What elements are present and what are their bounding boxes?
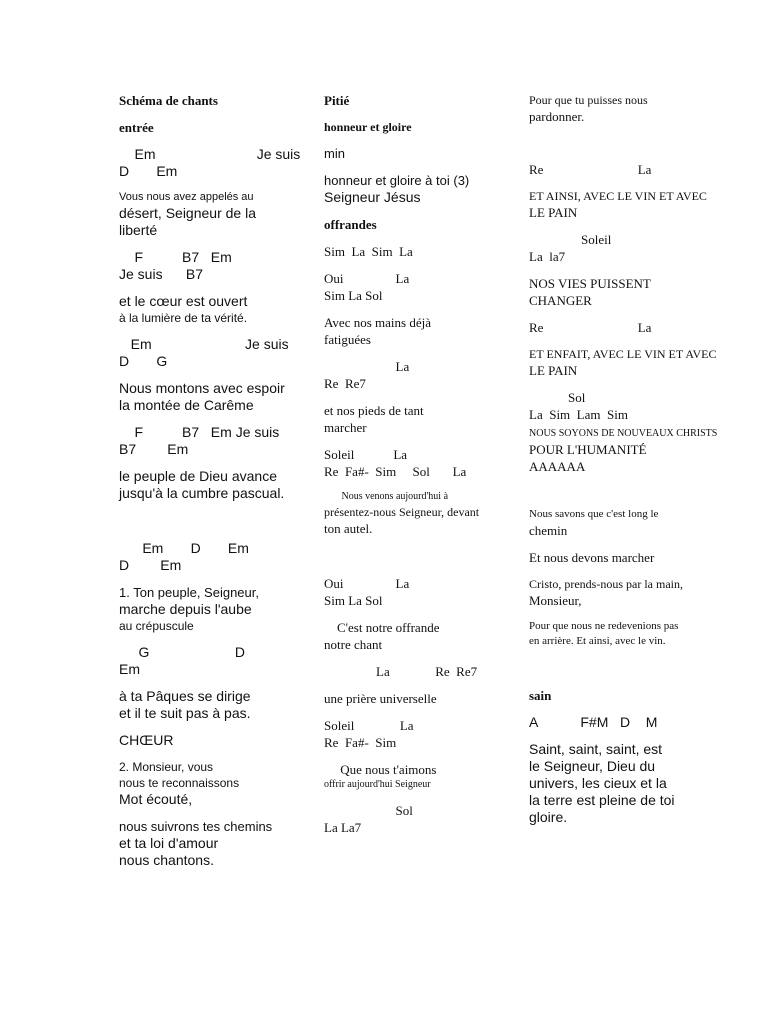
text-line: désert, Seigneur de la <box>119 205 256 221</box>
text-line: G D <box>119 644 246 660</box>
text-line: marche depuis l'aube <box>119 601 252 617</box>
text-line: la terre est pleine de toi <box>529 792 675 808</box>
text-line: Saint, saint, saint, est <box>529 741 663 757</box>
text-line: AAAAAA <box>529 459 586 474</box>
text-line: nous chantons. <box>119 852 214 868</box>
text-line: La Re Re7 <box>324 664 478 679</box>
text-block <box>119 92 301 109</box>
text-line: Em D Em <box>119 540 249 556</box>
text-block <box>324 216 504 233</box>
text-block <box>529 389 729 423</box>
text-line: 2. Monsieur, vous <box>119 760 214 774</box>
text-block <box>529 231 729 265</box>
column-right <box>529 92 729 826</box>
text-line: C'est notre offrande <box>324 620 440 635</box>
text-line: LE PAIN <box>529 363 578 378</box>
text-line: pardonner. <box>529 109 585 124</box>
text-block <box>119 732 301 749</box>
text-line: NOUS SOYONS DE NOUVEAUX CHRISTS <box>529 428 718 439</box>
text-block <box>529 108 729 125</box>
text-block <box>119 601 301 618</box>
text-block <box>119 119 301 136</box>
text-block <box>529 319 729 336</box>
text-line: Em Je suis <box>119 146 301 162</box>
text-line: la montée de Carême <box>119 397 254 413</box>
text-line: Sim La Sol <box>324 593 383 608</box>
text-block <box>529 741 729 826</box>
text-block <box>119 818 301 835</box>
text-line: à la lumière de ta vérité. <box>119 311 248 325</box>
text-line: Cristo, prends-nous par la main, <box>529 577 683 591</box>
text-line: offrir aujourd'hui Seigneur <box>324 779 431 790</box>
text-line: Seigneur Jésus <box>324 189 421 205</box>
text-block <box>529 427 729 441</box>
text-line: D Em <box>119 163 178 179</box>
text-line: Sim La Sim La <box>324 244 413 259</box>
text-line: La Sim Lam Sim <box>529 407 628 422</box>
text-line: jusqu'à la cumbre pascual. <box>119 485 285 501</box>
text-line: Soleil La <box>324 718 414 733</box>
text-line: Je suis B7 <box>119 266 204 282</box>
text-line: Em <box>119 661 140 677</box>
text-line: min <box>324 146 345 161</box>
text-block <box>119 835 301 869</box>
text-line: La la7 <box>529 249 566 264</box>
text-line: au crépuscule <box>119 619 194 633</box>
text-block <box>529 362 729 379</box>
text-line: Oui La <box>324 576 410 591</box>
text-line: à ta Pâques se dirige <box>119 688 251 704</box>
text-line: notre chant <box>324 637 383 652</box>
text-line: LE PAIN <box>529 205 578 220</box>
text-line: Soleil La <box>324 447 408 462</box>
text-line: Mot écouté, <box>119 791 193 807</box>
text-line: D Em <box>119 557 182 573</box>
text-line: ton autel. <box>324 521 373 536</box>
text-block <box>324 520 504 537</box>
text-line: La <box>324 359 410 374</box>
text-line: présentez-nous Seigneur, devant <box>324 505 480 519</box>
text-line: Re Re7 <box>324 376 366 391</box>
text-block <box>529 275 729 309</box>
text-block <box>119 618 301 634</box>
text-block <box>529 161 729 178</box>
text-line: D G <box>119 353 168 369</box>
text-line: Soleil <box>529 232 612 247</box>
text-line: une prière universelle <box>324 691 437 706</box>
text-block <box>529 188 729 204</box>
text-line: nous te reconnaissons <box>119 776 240 790</box>
text-line: marcher <box>324 420 367 435</box>
text-block <box>119 468 301 502</box>
text-block <box>529 204 729 221</box>
text-block <box>529 576 729 592</box>
text-block <box>529 92 729 108</box>
text-line: F B7 Em Je suis <box>119 424 280 440</box>
text-block <box>324 802 504 836</box>
text-line: A F#M D M <box>529 714 658 730</box>
text-block <box>324 778 504 792</box>
text-line: Que nous t'aimons <box>324 762 437 777</box>
text-line: fatiguées <box>324 332 371 347</box>
text-block <box>119 584 301 601</box>
text-block <box>324 717 504 751</box>
text-line: Oui La <box>324 271 410 286</box>
text-line: nous suivrons tes chemins <box>119 819 273 834</box>
text-line: B7 Em <box>119 441 189 457</box>
text-line: La La7 <box>324 820 362 835</box>
text-block <box>119 380 301 414</box>
text-line: et nos pieds de tant <box>324 403 424 418</box>
text-line: 1. Ton peuple, Seigneur, <box>119 585 259 600</box>
text-block <box>529 522 729 539</box>
text-block <box>119 249 301 283</box>
text-block <box>324 358 504 392</box>
text-block <box>324 663 504 680</box>
text-line: Monsieur, <box>529 593 582 608</box>
text-line: univers, les cieux et la <box>529 775 667 791</box>
column-left <box>119 92 301 869</box>
text-block <box>324 92 504 109</box>
text-line: F B7 Em <box>119 249 232 265</box>
text-line: le peuple de Dieu avance <box>119 468 278 484</box>
text-line: et ta loi d'amour <box>119 835 219 851</box>
text-line: Pitié <box>324 93 350 108</box>
text-line: Avec nos mains déjà <box>324 315 431 330</box>
text-block <box>324 172 504 189</box>
text-line: Re La <box>529 320 652 335</box>
text-block <box>529 619 729 649</box>
text-line: Re Fa#- Sim Sol La <box>324 464 467 479</box>
text-line: Nous montons avec espoir <box>119 380 285 396</box>
text-block <box>324 189 504 206</box>
text-block <box>324 575 504 609</box>
text-block <box>324 761 504 778</box>
text-block <box>324 690 504 707</box>
text-line: gloire. <box>529 809 568 825</box>
text-block <box>324 119 504 135</box>
text-block <box>324 145 504 162</box>
text-block <box>119 205 301 239</box>
text-block <box>529 507 729 522</box>
text-block <box>324 314 504 348</box>
text-block <box>119 424 301 458</box>
text-line: Re La <box>529 162 652 177</box>
text-block <box>324 504 504 520</box>
text-line: liberté <box>119 222 158 238</box>
text-block <box>529 687 729 704</box>
text-line: le Seigneur, Dieu du <box>529 758 656 774</box>
text-line: sain <box>529 688 552 703</box>
text-block <box>324 619 504 653</box>
text-line: et le cœur est ouvert <box>119 293 248 309</box>
text-block <box>119 190 301 205</box>
text-line: CHANGER <box>529 293 592 308</box>
text-block <box>324 402 504 436</box>
text-block <box>324 243 504 260</box>
text-line: Pour que nous ne redevenions pas <box>529 620 679 632</box>
text-block <box>119 336 301 370</box>
text-line: Sol <box>529 390 586 405</box>
text-line: POUR L'HUMANITÉ <box>529 442 647 457</box>
text-line: Re Fa#- Sim <box>324 735 397 750</box>
text-block <box>324 270 504 304</box>
text-line: en arrière. Et ainsi, avec le vin. <box>529 635 666 647</box>
text-block <box>529 441 729 475</box>
text-line: Nous savons que c'est long le <box>529 508 659 520</box>
text-block <box>529 346 729 362</box>
text-line: entrée <box>119 120 154 135</box>
text-line: Pour que tu puisses nous <box>529 93 648 107</box>
text-line: offrandes <box>324 217 377 232</box>
text-line: chemin <box>529 523 568 538</box>
text-line: NOS VIES PUISSENT <box>529 276 651 291</box>
text-line: honneur et gloire à toi (3) <box>324 173 470 188</box>
text-block <box>529 549 729 566</box>
text-line: CHŒUR <box>119 732 174 748</box>
text-block <box>529 714 729 731</box>
text-block <box>119 540 301 574</box>
text-block <box>119 310 301 326</box>
text-line: Et nous devons marcher <box>529 550 655 565</box>
text-line: Nous venons aujourd'hui à <box>324 491 449 502</box>
text-block <box>119 688 301 722</box>
text-block <box>119 146 301 180</box>
text-block <box>119 759 301 791</box>
text-line: ET ENFAIT, AVEC LE VIN ET AVEC <box>529 347 717 361</box>
text-block <box>529 592 729 609</box>
text-line: ET AINSI, AVEC LE VIN ET AVEC <box>529 189 707 203</box>
text-block <box>324 446 504 480</box>
text-line: et il te suit pas à pas. <box>119 705 251 721</box>
text-line: Schéma de chants <box>119 93 218 108</box>
text-line: Sim La Sol <box>324 288 383 303</box>
column-middle <box>324 92 504 836</box>
text-block <box>119 644 301 678</box>
text-block <box>119 791 301 808</box>
text-block <box>119 293 301 310</box>
text-line: Sol <box>324 803 413 818</box>
text-line: Em Je suis <box>119 336 289 352</box>
text-line: honneur et gloire <box>324 120 412 134</box>
text-block <box>324 490 504 504</box>
text-line: Vous nous avez appelés au <box>119 191 254 203</box>
